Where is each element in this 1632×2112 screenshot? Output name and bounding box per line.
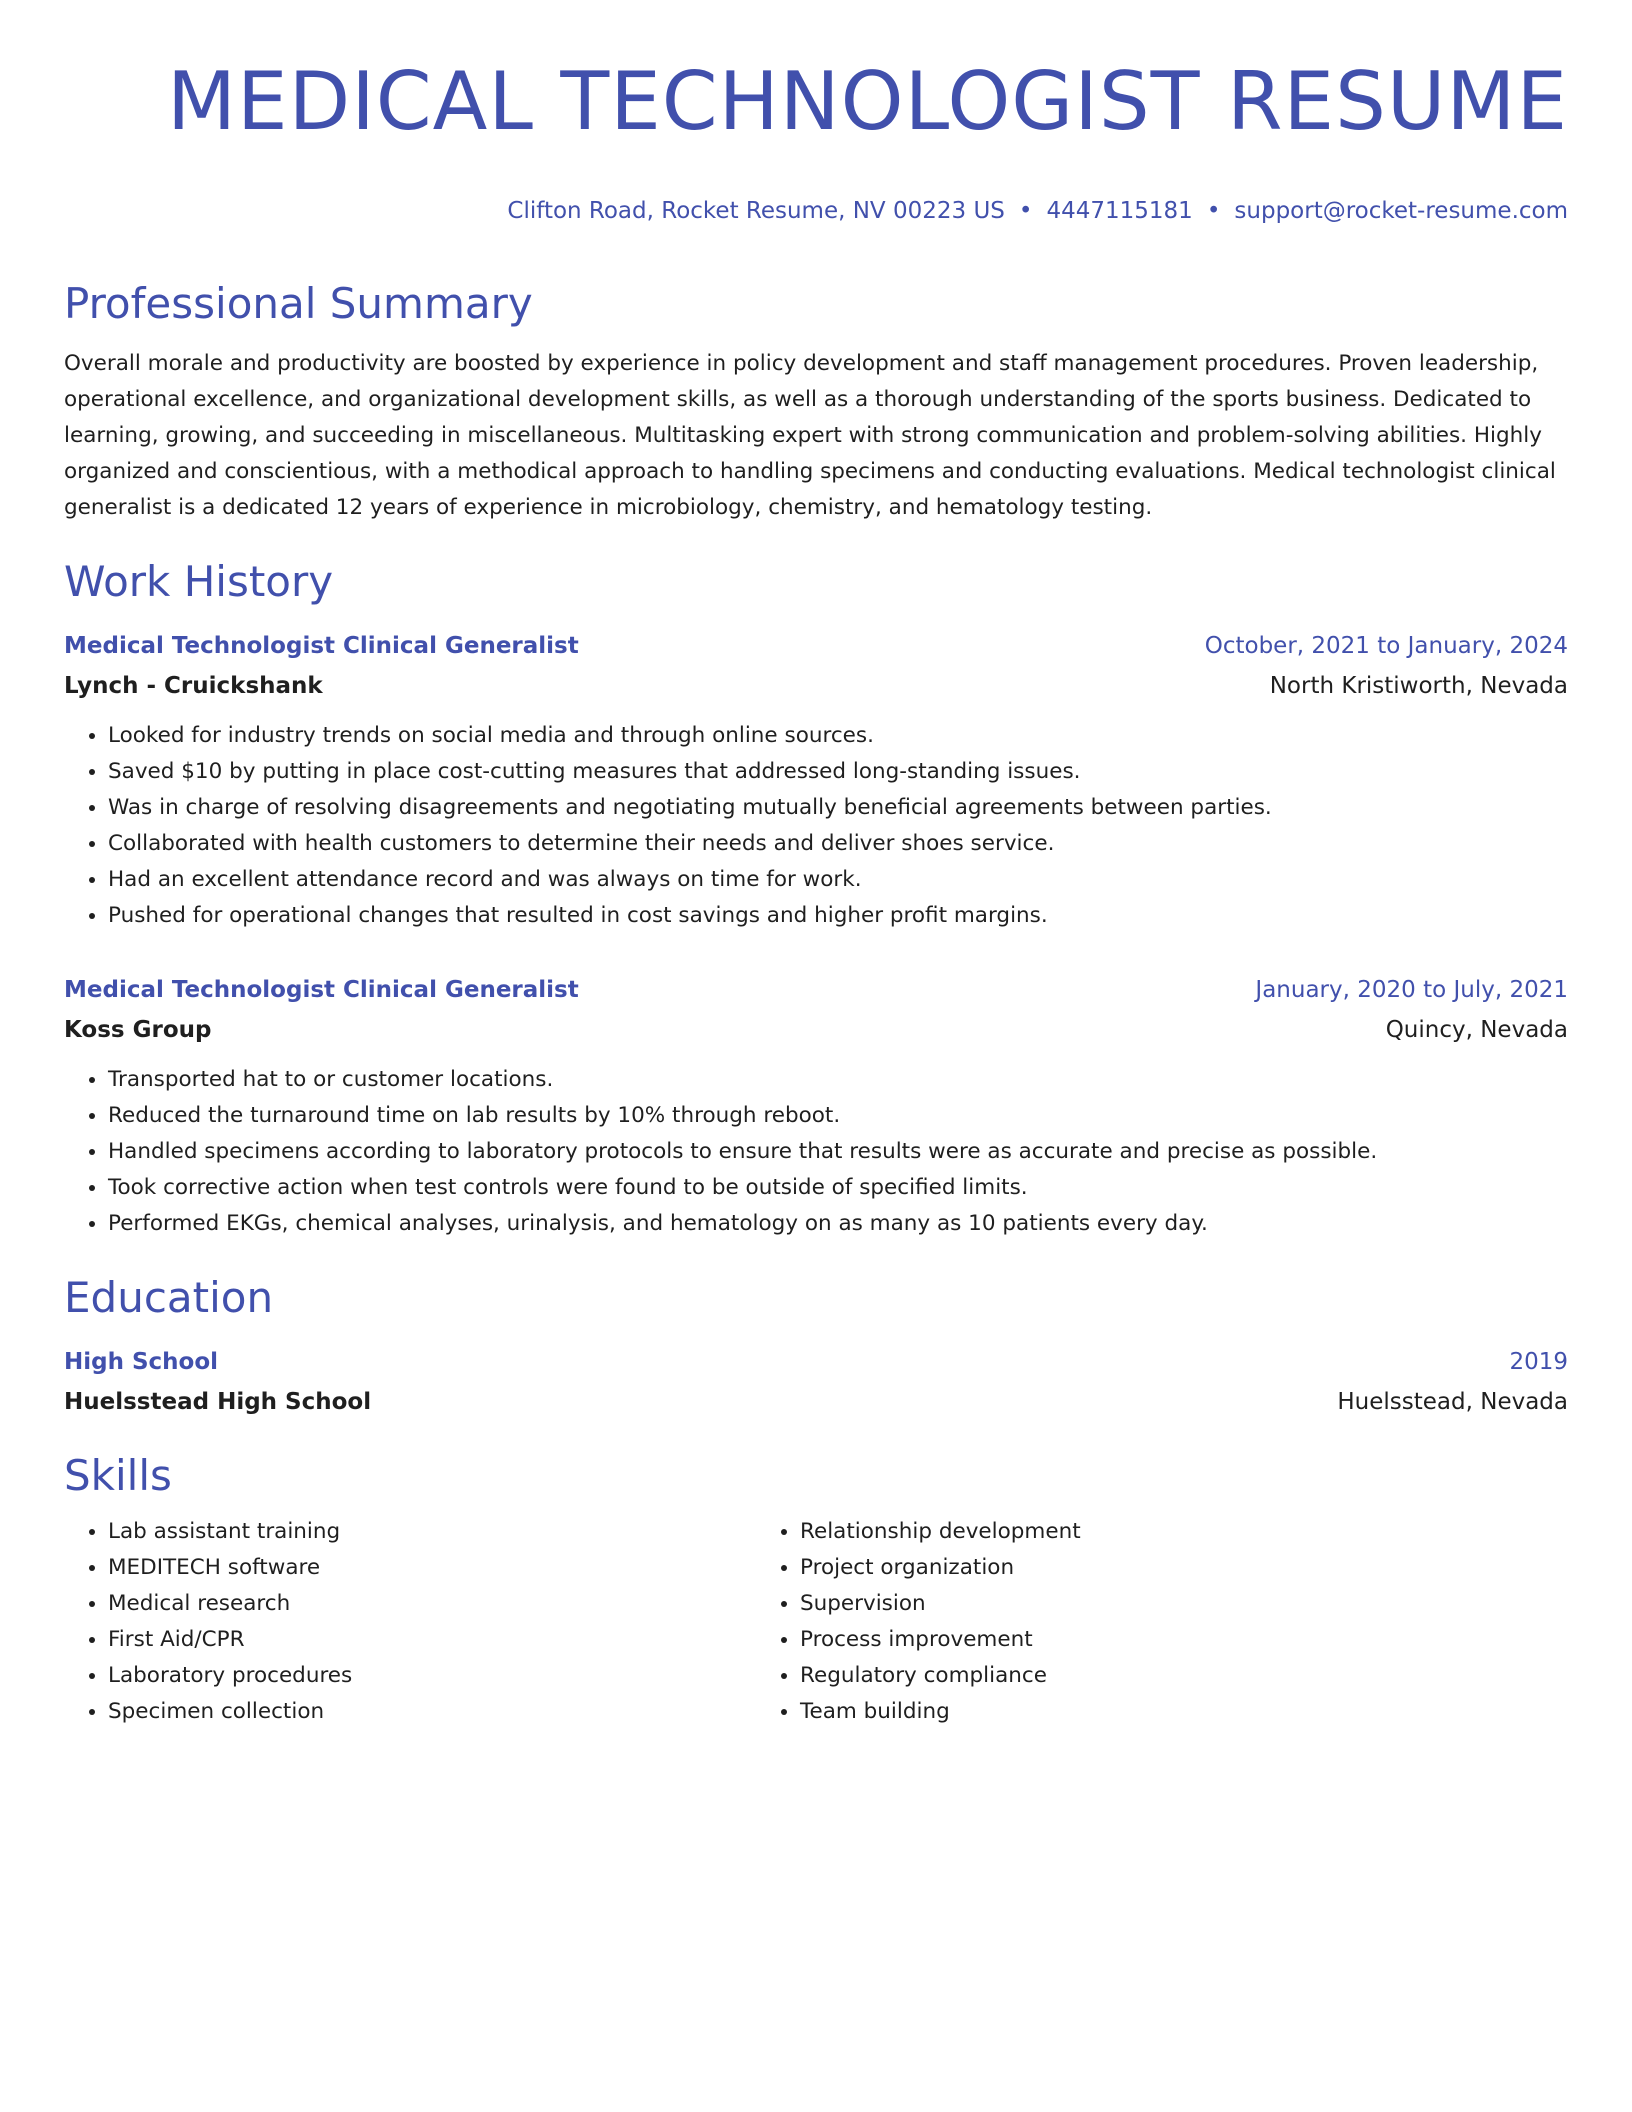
education-degree-row (64, 1344, 1568, 1380)
contact-separator: • (1018, 198, 1033, 224)
skill-item: • Team building (800, 1694, 1568, 1730)
job-bullet: • Handled specimens according to laboratory protocols to ensure that results were as accurate and precise as possible. (108, 1134, 1568, 1170)
job-company: Koss Group (64, 1017, 212, 1043)
job-dates: January, 2020 to July, 2021 (1255, 977, 1568, 1003)
education-school: Huelsstead High School (64, 1389, 372, 1415)
education-location: Huelsstead, Nevada (1337, 1389, 1568, 1415)
job-bullet: • Took corrective action when test controls were found to be outside of specified limits. (108, 1170, 1568, 1206)
job-bullet: • Transported hat to or customer locations. (108, 1062, 1568, 1098)
skills-list (64, 1514, 1568, 1730)
skills-heading: Skills (64, 1451, 172, 1500)
job-bullet: • Reduced the turnaround time on lab results by 10% through reboot. (108, 1098, 1568, 1134)
skill-item: • First Aid/CPR (108, 1622, 756, 1658)
contact-separator: • (1206, 198, 1221, 224)
skill-item: • Laboratory procedures (108, 1658, 756, 1694)
job-entry (64, 628, 1568, 934)
job-bullet: • Collaborated with health customers to determine their needs and deliver shoes service. (108, 826, 1568, 862)
skill-item: • Specimen collection (108, 1694, 756, 1730)
job-bullet: • Performed EKGs, chemical analyses, urinalysis, and hematology on as many as 10 patients every day. (108, 1206, 1568, 1242)
skill-item: • Supervision (800, 1586, 1568, 1622)
job-location: North Kristiworth, Nevada (1269, 673, 1568, 699)
job-bullet: • Pushed for operational changes that resulted in cost savings and higher profit margins. (108, 898, 1568, 934)
summary-text: Overall morale and productivity are boosted by experience in policy development and staff management procedures. Proven leadership, operational excellence, and organizational development skills, as well as a thorough understanding of the sports business. Dedicated to learning, growing, and succeeding in miscellaneous. Multitasking expert with strong communication and problem-solving abilities. Highly organized and conscientious, with a methodical approach to handling specimens and conducting evaluations. Medical technologist clinical generalist is a dedicated 12 years of experience in microbiology, chemistry, and hematology testing. (64, 351, 1556, 520)
education-degree: High School (64, 1349, 219, 1375)
job-title-row (64, 628, 1568, 664)
skill-item: • Medical research (108, 1586, 756, 1622)
job-company: Lynch - Cruickshank (64, 673, 323, 699)
job-title: Medical Technologist Clinical Generalist (64, 977, 579, 1003)
job-entry (64, 972, 1568, 1242)
summary-heading: Professional Summary (64, 279, 533, 328)
work-history-heading: Work History (64, 557, 334, 606)
job-bullet: • Was in charge of resolving disagreements and negotiating mutually beneficial agreements between parties. (108, 790, 1568, 826)
resume-title: MEDICAL TECHNOLOGIST RESUME (167, 55, 1568, 148)
job-location: Quincy, Nevada (1385, 1017, 1568, 1043)
skill-item: • Process improvement (800, 1622, 1568, 1658)
education-heading: Education (64, 1273, 274, 1322)
job-title-row (64, 972, 1568, 1008)
contact-phone[interactable]: 4447115181 (1046, 198, 1193, 224)
contact-address: Clifton Road, Rocket Resume, NV 00223 US (507, 198, 1005, 224)
contact-email[interactable]: support@rocket-resume.com (1234, 198, 1568, 224)
education-school-row (64, 1384, 1568, 1420)
skill-item: • MEDITECH software (108, 1550, 756, 1586)
education-entry (64, 1344, 1568, 1420)
skill-item: • Project organization (800, 1550, 1568, 1586)
contact-line (64, 196, 1568, 226)
skills-column-right (756, 1514, 1568, 1730)
job-bullets (64, 718, 1568, 934)
job-dates: October, 2021 to January, 2024 (1204, 633, 1568, 659)
job-bullet: • Had an excellent attendance record and was always on time for work. (108, 862, 1568, 898)
job-company-row (64, 668, 1568, 704)
job-title: Medical Technologist Clinical Generalist (64, 633, 579, 659)
skill-item: • Regulatory compliance (800, 1658, 1568, 1694)
skill-item: • Lab assistant training (108, 1514, 756, 1550)
job-bullet: • Looked for industry trends on social media and through online sources. (108, 718, 1568, 754)
skills-column-left (64, 1514, 756, 1730)
skill-item: • Relationship development (800, 1514, 1568, 1550)
job-company-row (64, 1012, 1568, 1048)
education-year: 2019 (1509, 1349, 1568, 1375)
job-bullet: • Saved $10 by putting in place cost-cutting measures that addressed long-standing issues. (108, 754, 1568, 790)
job-bullets (64, 1062, 1568, 1242)
